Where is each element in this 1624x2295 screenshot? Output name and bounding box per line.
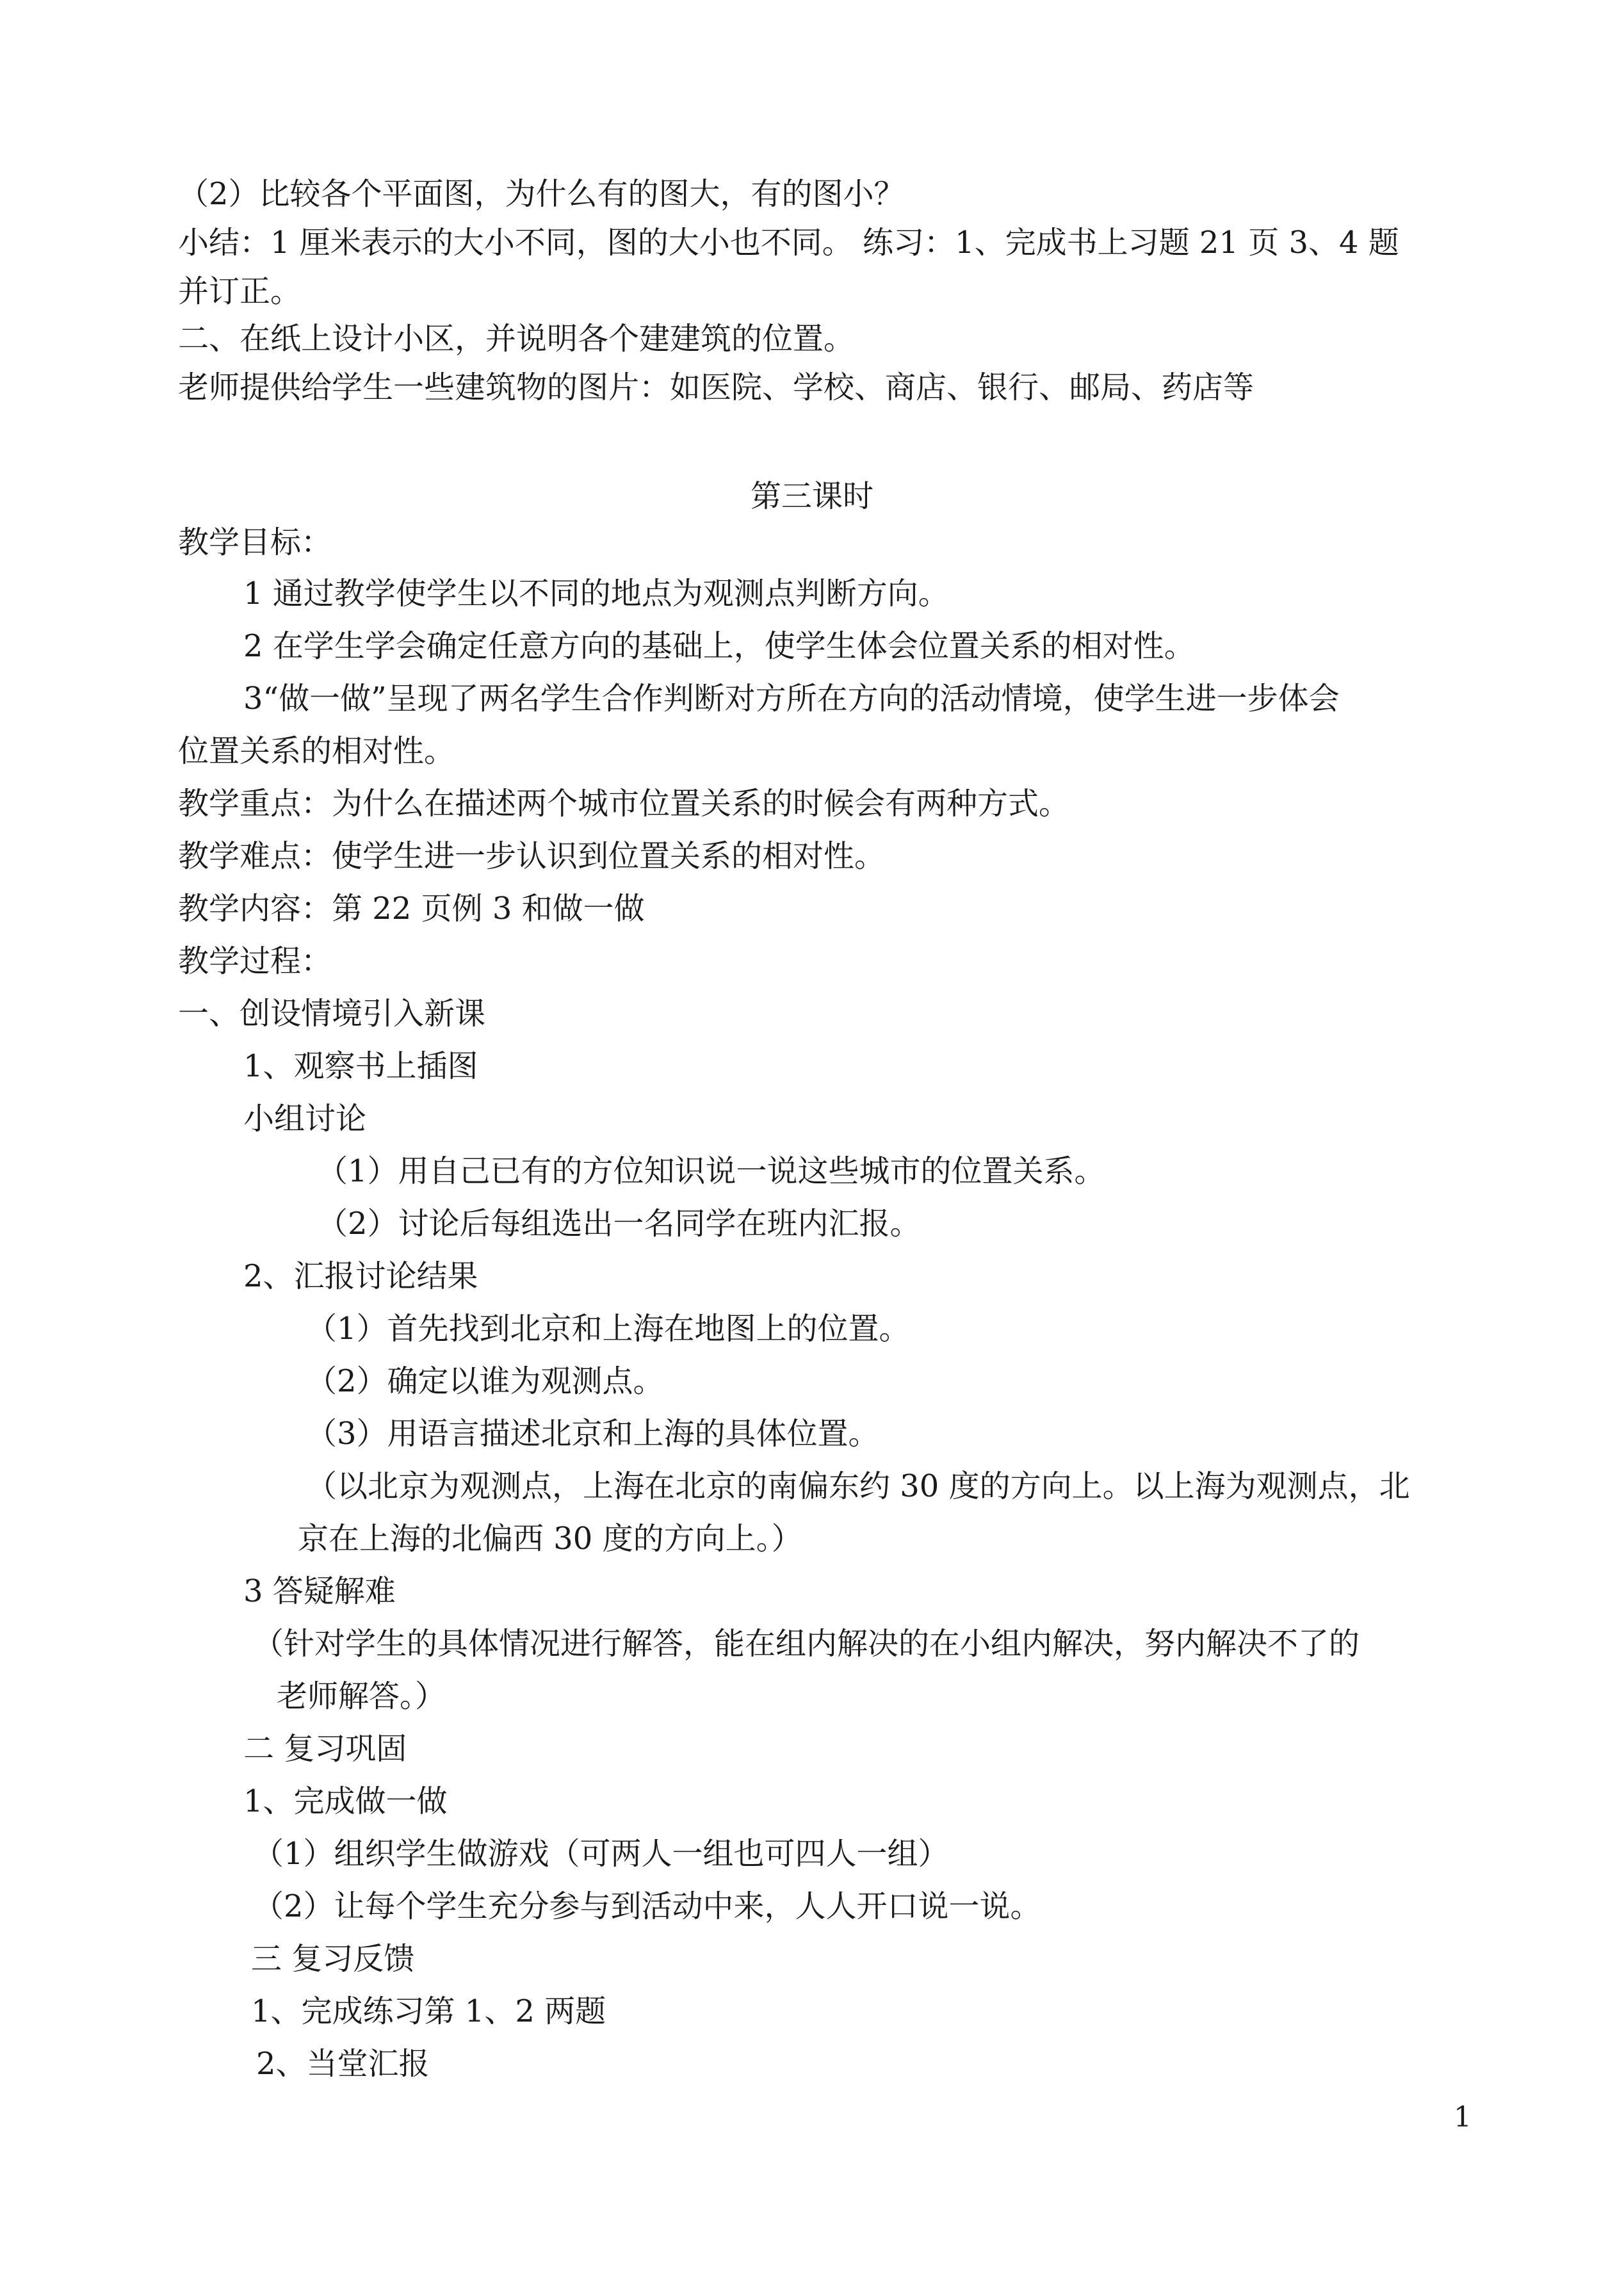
text-line: 小组讨论 xyxy=(243,1101,367,1137)
key-point: 教学重点：为什么在描述两个城市位置关系的时候会有两种方式。 xyxy=(178,786,1070,822)
section-heading: 二 复习巩固 xyxy=(243,1731,407,1767)
text-line: 3 答疑解难 xyxy=(243,1573,396,1609)
text-line: 位置关系的相对性。 xyxy=(178,733,455,769)
text-line: 1、完成练习第 1、2 两题 xyxy=(251,1993,606,2029)
section-heading: 教学过程： xyxy=(178,943,332,979)
text-line: （1）首先找到北京和上海在地图上的位置。 xyxy=(306,1311,910,1347)
text-line: 2、汇报讨论结果 xyxy=(243,1258,478,1294)
text-line: 2 在学生学会确定任意方向的基础上，使学生体会位置关系的相对性。 xyxy=(243,628,1195,664)
page-number: 1 xyxy=(1454,2101,1472,2134)
text-line: （2）让每个学生充分参与到活动中来，人人开口说一说。 xyxy=(253,1888,1041,1924)
text-line: 2、当堂汇报 xyxy=(256,2046,430,2082)
text-line: （2）比较各个平面图，为什么有的图大，有的图小？ xyxy=(178,176,905,212)
text-line: 并订正。 xyxy=(178,273,302,309)
lesson-title: 第三课时 xyxy=(750,478,873,514)
text-line: （1）组织学生做游戏（可两人一组也可四人一组） xyxy=(253,1836,949,1872)
section-heading: 三 复习反馈 xyxy=(251,1941,415,1977)
text-line: 3“做一做”呈现了两名学生合作判断对方所在方向的活动情境，使学生进一步体会 xyxy=(243,681,1340,717)
text-line: （3）用语言描述北京和上海的具体位置。 xyxy=(306,1416,879,1452)
text-line: 二、在纸上设计小区，并说明各个建建筑的位置。 xyxy=(178,321,855,357)
text-line: （针对学生的具体情况进行解答，能在组内解决的在小组内解决，努内解决不了的 xyxy=(253,1626,1360,1662)
text-line: 小结：1 厘米表示的大小不同，图的大小也不同。 练习：1、完成书上习题 21 页 3、4 题 xyxy=(178,225,1399,261)
text-line: 1、观察书上插图 xyxy=(243,1048,478,1084)
text-line: （2）讨论后每组选出一名同学在班内汇报。 xyxy=(317,1206,921,1242)
difficulty: 教学难点：使学生进一步认识到位置关系的相对性。 xyxy=(178,838,886,874)
content: 教学内容：第 22 页例 3 和做一做 xyxy=(178,891,645,927)
text-line: 老师提供给学生一些建筑物的图片：如医院、学校、商店、银行、邮局、药店等 xyxy=(178,369,1255,405)
text-line: （1）用自己已有的方位知识说一说这些城市的位置关系。 xyxy=(317,1153,1105,1189)
section-heading: 教学目标： xyxy=(178,524,332,560)
section-heading: 一、创设情境引入新课 xyxy=(178,996,486,1032)
text-line: 老师解答。） xyxy=(277,1678,446,1714)
text-line: （以北京为观测点，上海在北京的南偏东约 30 度的方向上。以上海为观测点，北 xyxy=(306,1468,1410,1504)
text-line: 1、完成做一做 xyxy=(243,1783,448,1819)
text-line: 京在上海的北偏西 30 度的方向上。） xyxy=(298,1521,802,1557)
text-line: 1 通过教学使学生以不同的地点为观测点判断方向。 xyxy=(243,576,949,612)
text-line: （2）确定以谁为观测点。 xyxy=(306,1363,664,1399)
